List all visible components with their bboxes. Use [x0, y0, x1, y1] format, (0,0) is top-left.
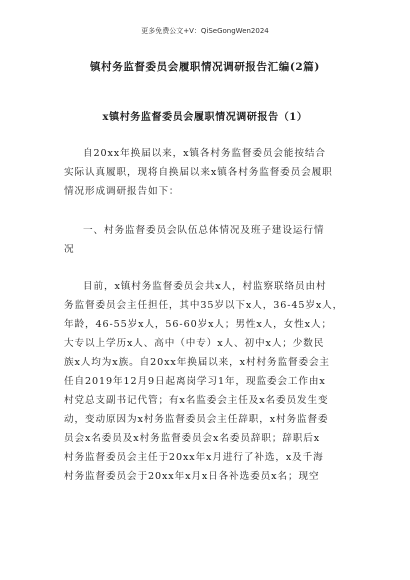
paragraph-line: 任自2019年12月9日起离岗学习1年，现监委会工作由x [64, 376, 326, 387]
paragraph-line: 村务监督委员会于20xx年x月x日各补选委员x名；现空 [64, 471, 320, 482]
paragraph-line: 族x人均为x族。自20xx年换届以来，x村村务监督委会主 [64, 357, 330, 368]
paragraph-line: 目前，x镇村务监督委员会共x人，村监察联络员由村 [83, 281, 327, 292]
document-title: 镇村务监督委员会履职情况调研报告汇编(2篇) [90, 61, 320, 73]
paragraph-heading-one [64, 221, 354, 259]
paragraph-intro [64, 144, 354, 201]
paragraph-line: 村党总支副书记代管；有x名监委会主任及x名委员发生变 [64, 395, 329, 406]
paragraph-line: 村务监督委员会主任于20xx年x月进行了补选，x及千海 [64, 452, 324, 463]
paragraph-line: 实际认真履职，现将自换届以来x镇各村务监督委员会履职 [64, 167, 333, 178]
paragraph-line: 情况形成调研报告如下： [64, 186, 180, 197]
section-title: x镇村务监督委员会履职情况调研报告（1） [102, 112, 308, 123]
paragraph-line: 员会x名委员及x村务监督委员会x名委员辞职；辞职后x [64, 433, 321, 444]
paragraph-line: 务监督委员会主任担任，其中35岁以下x人，36-45岁x人， [64, 300, 344, 311]
paragraph-line: 年龄，46-55岁x人，56-60岁x人；男性x人，女性x人； [64, 319, 332, 330]
paragraph-line: 一、村务监督委员会队伍总体情况及班子建设运行情 [83, 225, 325, 236]
paragraph-line: 自20xx年换届以来，x镇各村务监督委员会能按结合 [83, 148, 326, 159]
paragraph-line: 动，变动原因为x村务监督委员会主任辞职，x村务监督委 [64, 414, 329, 425]
paragraph-body [64, 277, 354, 486]
paragraph-line: 大专以上学历x人、高中（中专）x人、初中x人；少数民 [64, 338, 325, 349]
header-note: 更多免费公文+V：QiSeGongWen2024 [141, 27, 269, 35]
paragraph-line: 况 [64, 244, 75, 255]
